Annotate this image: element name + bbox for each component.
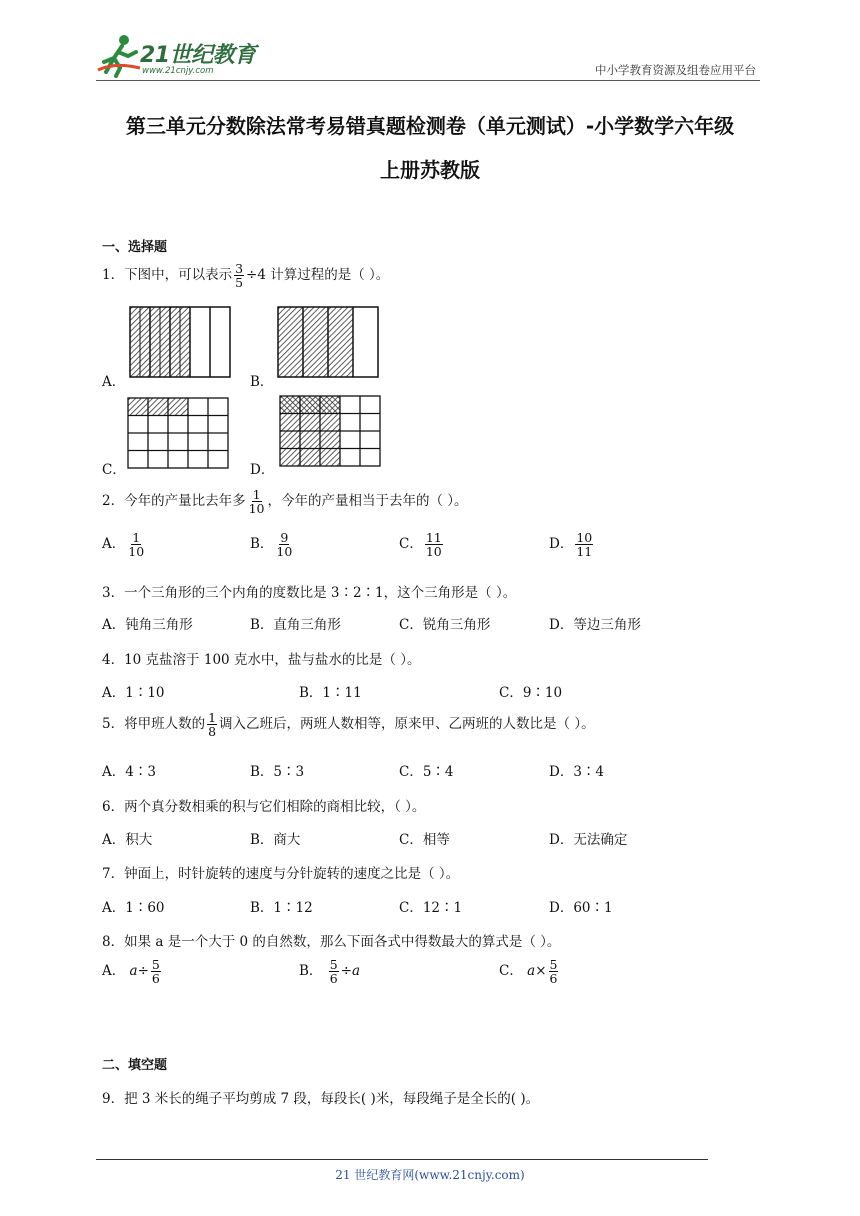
header-divider — [96, 80, 760, 81]
numerator: 9 — [280, 530, 289, 545]
q2-option-c — [399, 531, 445, 558]
operator: ÷ — [340, 963, 352, 980]
question-text: ÷4 计算过程的是（ ）。 — [246, 267, 390, 284]
q5-option-c: C．5∶4 — [399, 764, 454, 780]
question-9: 9．把 3 米长的绳子平均剪成 7 段，每段长( )米，每段绳子是全长的( )。 — [102, 1091, 540, 1107]
fraction — [234, 262, 244, 289]
q5-option-d: D．3∶4 — [549, 764, 605, 780]
question-5 — [102, 711, 595, 738]
logo-text: 21世纪教育 — [140, 43, 256, 68]
question-text: ，今年的产量相当于去年的（ ）。 — [267, 493, 468, 510]
footer-divider — [96, 1159, 708, 1160]
numerator: 1 — [132, 530, 141, 545]
q5-option-a: A．4∶3 — [102, 764, 156, 780]
question-8: 8．如果 a 是一个大于 0 的自然数，那么下面各式中得数最大的算式是（ ）。 — [102, 934, 561, 950]
q6-option-c: C．相等 — [399, 832, 450, 848]
q8-option-b — [299, 958, 360, 985]
denominator: 10 — [128, 544, 145, 560]
fraction — [248, 488, 266, 515]
option-label: C． — [499, 963, 523, 980]
section-heading-choice: 一、选择题 — [102, 240, 168, 255]
q3-option-a: A．钝角三角形 — [102, 617, 193, 633]
figure-option-d — [278, 394, 384, 468]
variable: a — [129, 963, 138, 980]
q6-option-d: D．无法确定 — [549, 832, 628, 848]
question-text: 2．今年的产量比去年多 — [102, 493, 246, 510]
variable: a — [527, 963, 536, 980]
option-label-c: C． — [102, 462, 126, 478]
denominator: 6 — [549, 971, 558, 987]
q3-option-d: D．等边三角形 — [549, 617, 641, 633]
denominator: 8 — [208, 724, 217, 740]
option-label: C． — [399, 536, 423, 553]
q4-option-a: A．1∶10 — [102, 685, 165, 701]
option-label-a: A． — [102, 374, 126, 390]
page-title-line2: 上册苏教版 — [380, 158, 480, 182]
fraction — [549, 958, 559, 985]
option-label-d: D． — [250, 462, 275, 478]
site-logo — [96, 30, 266, 82]
q3-option-c: C．锐角三角形 — [399, 617, 491, 633]
q7-option-b: B．1∶12 — [250, 900, 313, 916]
figure-option-c — [126, 396, 232, 470]
operator: ÷ — [137, 963, 149, 980]
q4-option-b: B．1∶11 — [299, 685, 362, 701]
logo-url: www.21cnjy.com — [142, 66, 214, 76]
section-heading-fill: 二、填空题 — [102, 1058, 168, 1073]
numerator: 5 — [549, 957, 558, 972]
q7-option-d: D．60∶1 — [549, 900, 613, 916]
question-3: 3．一个三角形的三个内角的度数比是 3∶2∶1，这个三角形是（ ）。 — [102, 585, 517, 601]
denominator: 6 — [329, 971, 338, 987]
q2-option-d — [549, 531, 595, 558]
option-label: A． — [102, 963, 126, 980]
denominator: 10 — [276, 544, 293, 560]
variable: a — [351, 963, 361, 980]
fraction — [127, 531, 145, 558]
option-label: A． — [102, 536, 126, 553]
q8-option-a — [102, 958, 163, 985]
running-figure-icon — [96, 32, 142, 78]
numerator: 3 — [235, 261, 244, 276]
fraction — [425, 531, 443, 558]
fraction — [151, 958, 161, 985]
fraction — [575, 531, 593, 558]
fraction — [329, 958, 339, 985]
question-text: 1．下图中，可以表示 — [102, 267, 233, 284]
q7-option-a: A．1∶60 — [102, 900, 165, 916]
numerator: 1 — [252, 487, 261, 502]
denominator: 6 — [151, 971, 160, 987]
option-label: D． — [549, 536, 574, 553]
question-6: 6．两个真分数相乘的积与它们相除的商相比较，（ ）。 — [102, 799, 426, 815]
question-7: 7．钟面上，时针旋转的速度与分针旋转的速度之比是（ ）。 — [102, 866, 460, 882]
denominator: 5 — [235, 275, 244, 291]
footer-text: 21 世纪教育网(www.21cnjy.com) — [335, 1168, 525, 1182]
numerator: 5 — [151, 957, 160, 972]
numerator: 11 — [425, 530, 442, 545]
figure-option-a — [128, 305, 234, 379]
question-text: 5．将甲班人数的 — [102, 716, 206, 733]
question-4: 4．10 克盐溶于 100 克水中，盐与盐水的比是（ ）。 — [102, 652, 421, 668]
denominator: 10 — [248, 501, 265, 517]
operator: × — [535, 963, 547, 980]
numerator: 10 — [576, 530, 593, 545]
platform-name: 中小学教育资源及组卷应用平台 — [595, 63, 756, 77]
page-title-line1: 第三单元分数除法常考易错真题检测卷（单元测试）-小学数学六年级 — [125, 114, 735, 138]
q5-option-b: B．5∶3 — [250, 764, 305, 780]
numerator: 5 — [329, 957, 338, 972]
option-label: B． — [299, 963, 323, 980]
q3-option-b: B．直角三角形 — [250, 617, 341, 633]
q2-option-a — [102, 531, 147, 558]
denominator: 11 — [576, 544, 593, 560]
q6-option-b: B．商大 — [250, 832, 301, 848]
numerator: 1 — [208, 710, 217, 725]
question-text: 调入乙班后，两班人数相等，原来甲、乙两班的人数比是（ ）。 — [219, 716, 595, 733]
question-1 — [102, 262, 389, 289]
fraction — [275, 531, 293, 558]
q6-option-a: A．积大 — [102, 832, 153, 848]
q4-option-c: C．9∶10 — [499, 685, 563, 701]
q8-option-c — [499, 958, 560, 985]
option-label: B． — [250, 536, 274, 553]
figure-option-b — [276, 305, 382, 379]
q2-option-b — [250, 531, 295, 558]
option-label-b: B． — [250, 374, 274, 390]
q7-option-c: C．12∶1 — [399, 900, 463, 916]
fraction — [207, 711, 217, 738]
denominator: 10 — [425, 544, 442, 560]
question-2 — [102, 488, 468, 515]
